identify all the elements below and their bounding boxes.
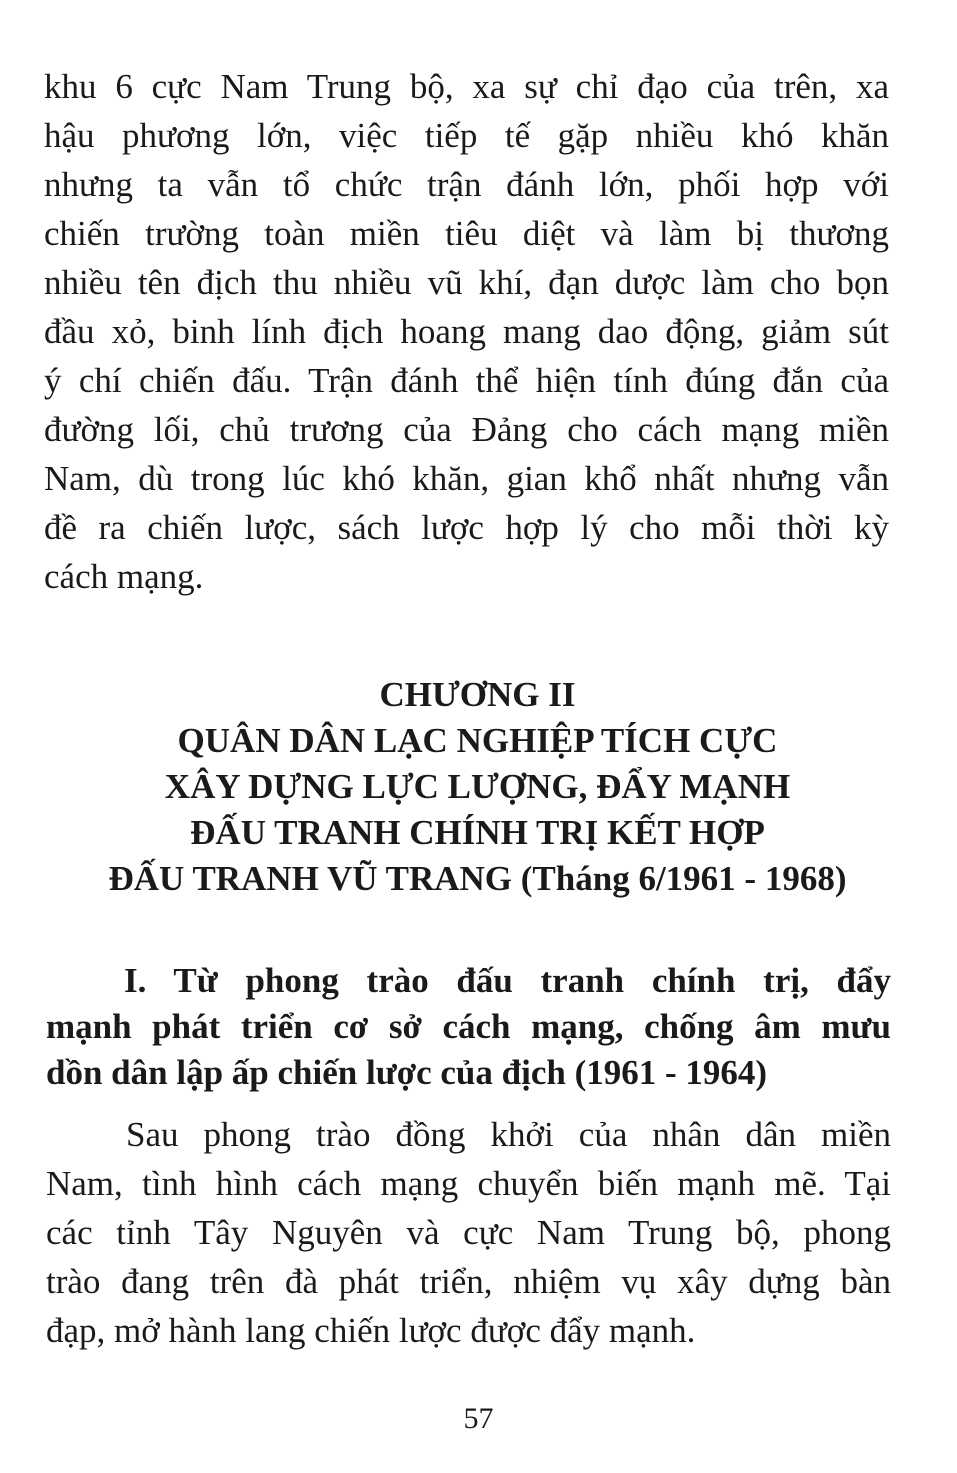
text-line: chiến trường toàn miền tiêu diệt và làm bị thương (44, 214, 889, 253)
chapter-title-line: QUÂN DÂN LẠC NGHIỆP TÍCH CỰC (177, 721, 778, 760)
chapter-title-line: XÂY DỰNG LỰC LƯỢNG, ĐẨY MẠNH (164, 767, 791, 806)
paragraph-intro (44, 62, 889, 601)
text-line: Sau phong trào đồng khởi của nhân dân miền (126, 1115, 891, 1154)
page-number: 57 (463, 1402, 494, 1435)
text-line: ý chí chiến đấu. Trận đánh thể hiện tính đúng đắn của (44, 361, 889, 400)
text-line: khu 6 cực Nam Trung bộ, xa sự chỉ đạo của trên, xa (44, 67, 889, 106)
text-line: đường lối, chủ trương của Đảng cho cách mạng miền (44, 410, 889, 449)
text-line: đầu xỏ, binh lính địch hoang mang dao động, giảm sút (44, 312, 889, 351)
text-line: nhiều tên địch thu nhiều vũ khí, đạn dược làm cho bọn (44, 263, 889, 302)
text-line: các tỉnh Tây Nguyên và cực Nam Trung bộ, phong (46, 1213, 891, 1252)
paragraph-section-body (46, 1110, 891, 1355)
chapter-title-line: ĐẤU TRANH VŨ TRANG (Tháng 6/1961 - 1968) (108, 859, 847, 898)
text-line: đề ra chiến lược, sách lược hợp lý cho mỗi thời kỳ (44, 508, 889, 547)
chapter-number: CHƯƠNG II (379, 675, 576, 714)
section-heading (46, 958, 891, 1096)
text-line: đạp, mở hành lang chiến lược được đẩy mạnh. (46, 1311, 696, 1350)
text-line: trào đang trên đà phát triển, nhiệm vụ xây dựng bàn (46, 1262, 891, 1301)
text-line: nhưng ta vẫn tổ chức trận đánh lớn, phối hợp với (44, 165, 889, 204)
text-line: Nam, tình hình cách mạng chuyển biến mạnh mẽ. Tại (46, 1164, 891, 1203)
section-title-line: dồn dân lập ấp chiến lược của địch (1961 - 1964) (46, 1053, 768, 1092)
chapter-heading (40, 672, 915, 902)
section-title-line: I. Từ phong trào đấu tranh chính trị, đẩy (124, 961, 891, 1000)
text-line: cách mạng. (44, 557, 204, 596)
text-line: Nam, dù trong lúc khó khăn, gian khổ nhất nhưng vẫn (44, 459, 889, 498)
section-title-line: mạnh phát triển cơ sở cách mạng, chống âm mưu (46, 1007, 891, 1046)
chapter-title-line: ĐẤU TRANH CHÍNH TRỊ KẾT HỢP (190, 813, 765, 852)
text-line: hậu phương lớn, việc tiếp tế gặp nhiều khó khăn (44, 116, 889, 155)
